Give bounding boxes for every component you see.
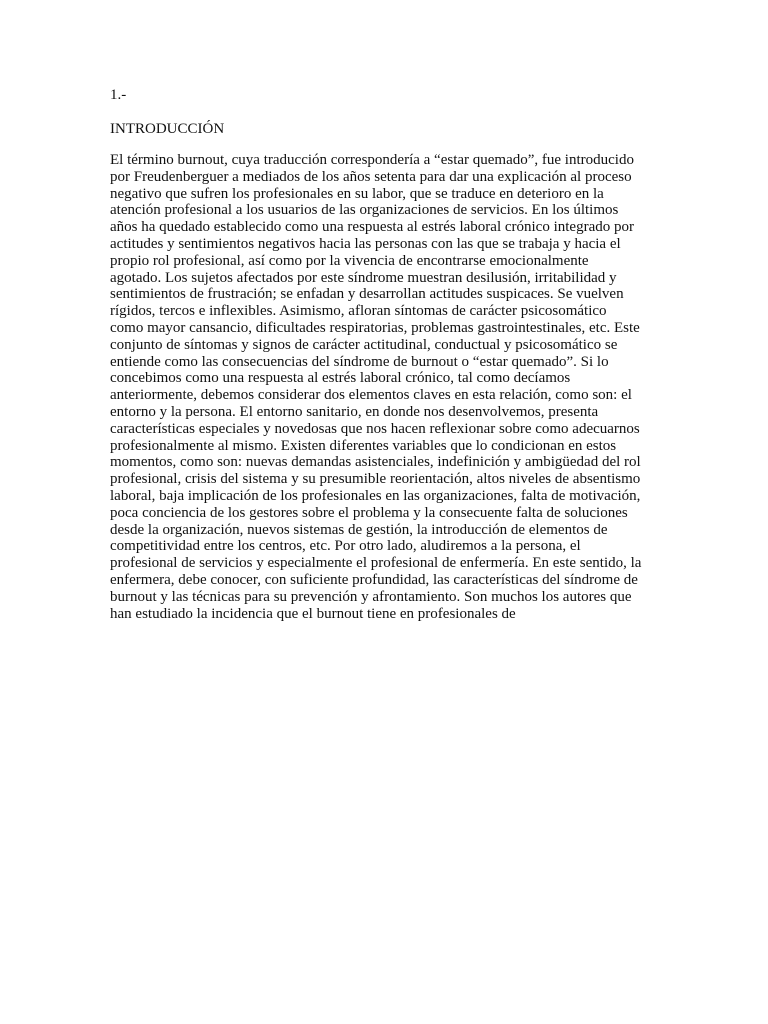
section-number: 1.- — [110, 87, 127, 103]
paragraph-line: enfermera, debe conocer, con suficiente profundidad, las características del síndrome de — [110, 571, 638, 588]
paragraph-line: por Freudenberguer a mediados de los años setenta para dar una explicación al proceso — [110, 168, 632, 185]
paragraph-line: desde la organización, nuevos sistemas de gestión, la introducción de elementos de — [110, 521, 608, 538]
paragraph-line: momentos, como son: nuevas demandas asistenciales, indefinición y ambigüedad del rol — [110, 454, 641, 471]
paragraph-line: profesionalmente al mismo. Existen diferentes variables que lo condicionan en estos — [110, 437, 617, 454]
paragraph-line: entorno y la persona. El entorno sanitario, en donde nos desenvolvemos, presenta — [110, 403, 599, 420]
paragraph-line: rígidos, tercos e inflexibles. Asimismo, afloran síntomas de carácter psicosomático — [110, 303, 607, 320]
paragraph-line: burnout y las técnicas para su prevención y afrontamiento. Son muchos los autores que — [110, 588, 632, 605]
paragraph-line: laboral, baja implicación de los profesionales en las organizaciones, falta de motivación, — [110, 487, 641, 504]
paragraph-line: agotado. Los sujetos afectados por este síndrome muestran desilusión, irritabilidad y — [110, 269, 617, 286]
paragraph-line: propio rol profesional, así como por la vivencia de encontrarse emocionalmente — [110, 252, 589, 269]
paragraph-line: negativo que sufren los profesionales en su labor, que se traduce en deterioro en la — [110, 185, 604, 202]
paragraph-line: actitudes y sentimientos negativos hacia las personas con las que se trabaja y hacia el — [110, 235, 621, 252]
paragraph-line: entiende como las consecuencias del síndrome de burnout o “estar quemado”. Si lo — [110, 353, 609, 370]
paragraph-line: atención profesional a los usuarios de las organizaciones de servicios. En los últimos — [110, 202, 619, 219]
paragraph-line: sentimientos de frustración; se enfadan y desarrollan actitudes suspicaces. Se vuelven — [110, 286, 624, 303]
paragraph-line: anteriormente, debemos considerar dos elementos claves en esta relación, como son: el — [110, 387, 632, 404]
paragraph-line: competitividad entre los centros, etc. Por otro lado, aludiremos a la persona, el — [110, 538, 581, 555]
paragraph-line: profesional, crisis del sistema y su presumible reorientación, altos niveles de absentismo — [110, 471, 641, 488]
body-paragraph — [110, 152, 660, 622]
paragraph-line: años ha quedado establecido como una respuesta al estrés laboral crónico integrado por — [110, 219, 634, 236]
paragraph-line: conjunto de síntomas y signos de carácter actitudinal, conductual y psicosomático se — [110, 336, 618, 353]
paragraph-line: características especiales y novedosas que nos hacen reflexionar sobre como adecuarnos — [110, 420, 640, 437]
paragraph-line: El término burnout, cuya traducción correspondería a “estar quemado”, fue introducido — [110, 152, 634, 168]
section-title: INTRODUCCIÓN — [110, 121, 225, 137]
paragraph-line: han estudiado la incidencia que el burnout tiene en profesionales de — [110, 605, 516, 622]
paragraph-line: profesional de servicios y especialmente el profesional de enfermería. En este sentido, la — [110, 555, 642, 572]
paragraph-line: concebimos como una respuesta al estrés laboral crónico, tal como decíamos — [110, 370, 571, 387]
paragraph-line: como mayor cansancio, dificultades respiratorias, problemas gastrointestinales, etc. Este — [110, 319, 640, 336]
paragraph-line: poca conciencia de los gestores sobre el problema y la consecuente falta de soluciones — [110, 504, 628, 521]
